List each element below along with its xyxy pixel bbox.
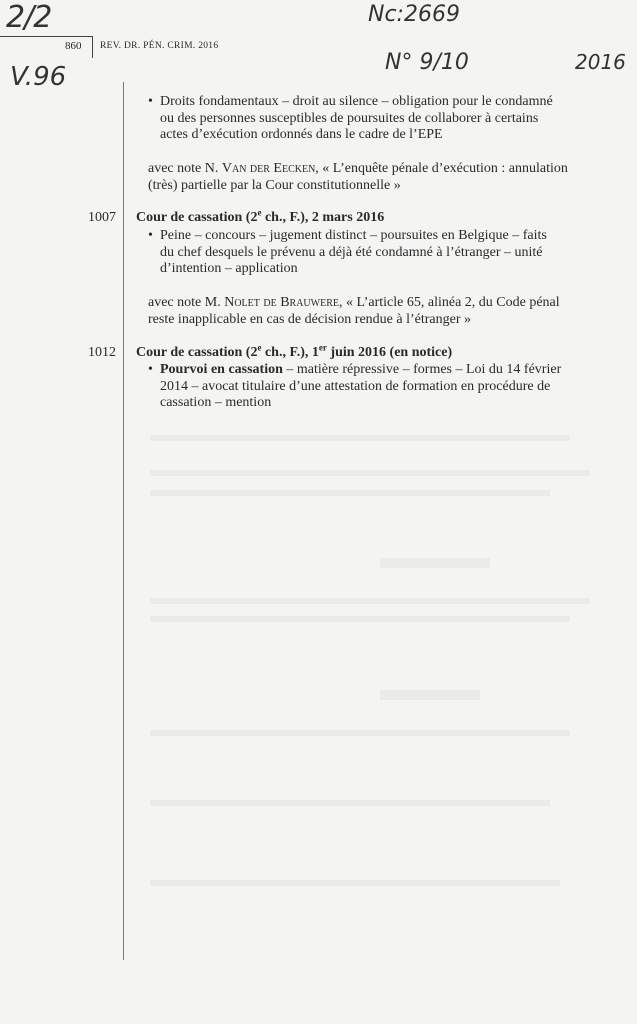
bleed-through bbox=[380, 690, 480, 700]
note-line: reste inapplicable en cas de décision rendue à l’étranger » bbox=[148, 311, 472, 327]
note-line: (très) partielle par la Cour constitutionnelle » bbox=[148, 177, 401, 193]
keyword-rest: – matière répressive – formes – Loi du 14 février bbox=[282, 362, 562, 377]
superscript: er bbox=[318, 342, 327, 353]
keyword-line: 2014 – avocat titulaire d’une attestation de formation en procédure de bbox=[160, 378, 551, 394]
note-prefix: avec note M. bbox=[148, 295, 225, 310]
handwritten-year: 2016 bbox=[575, 50, 626, 74]
first-entry-note bbox=[148, 161, 618, 194]
keyword-line bbox=[160, 362, 620, 379]
bleed-through bbox=[380, 558, 490, 568]
handwritten-issue-number: N° 9/10 bbox=[385, 50, 469, 75]
second-entry-keywords bbox=[160, 228, 620, 278]
court-heading bbox=[136, 207, 385, 226]
superscript: e bbox=[257, 342, 262, 353]
note-line bbox=[148, 295, 618, 312]
bleed-through bbox=[150, 730, 570, 736]
header-rule bbox=[0, 36, 92, 37]
keyword-line: Peine – concours – jugement distinct – poursuites en Belgique – faits bbox=[160, 228, 547, 243]
court-date: ch., F.), 2 mars 2016 bbox=[261, 210, 385, 225]
handwritten-volume: V.96 bbox=[10, 62, 67, 92]
bleed-through bbox=[150, 616, 570, 622]
handwritten-top-left: 2/2 bbox=[6, 0, 52, 35]
note-author: Van der Eecken bbox=[221, 161, 316, 176]
court-name: Cour de cassation (2 bbox=[136, 210, 258, 225]
bullet-glyph: • bbox=[148, 362, 153, 377]
third-entry-keywords bbox=[160, 362, 620, 412]
margin-rule bbox=[123, 82, 124, 960]
keyword-line: cassation – mention bbox=[160, 395, 272, 410]
first-entry-keywords bbox=[160, 94, 620, 144]
court-date: ch., F.), 1 bbox=[261, 345, 319, 360]
note-prefix: avec note N. bbox=[148, 161, 222, 176]
court-name: Cour de cassation (2 bbox=[136, 345, 258, 360]
page-number: 860 bbox=[65, 40, 82, 52]
note-title: , « L’article 65, alinéa 2, du Code pénal bbox=[338, 295, 560, 310]
note-line bbox=[148, 161, 618, 178]
superscript: e bbox=[257, 207, 262, 218]
entry-number: 1012 bbox=[88, 345, 116, 360]
header-divider bbox=[92, 36, 93, 58]
bleed-through bbox=[150, 880, 560, 886]
keyword-bold: Pourvoi en cassation bbox=[160, 362, 283, 377]
court-heading bbox=[136, 342, 453, 361]
running-head: REV. DR. PÉN. CRIM. 2016 bbox=[100, 41, 219, 51]
keyword-line: ou des personnes susceptibles de poursuites de collaborer à certains bbox=[160, 110, 539, 126]
court-date-rest: juin 2016 (en notice) bbox=[326, 345, 453, 360]
keyword-line: Droits fondamentaux – droit au silence – obligation pour le condamné bbox=[160, 94, 553, 109]
bleed-through bbox=[150, 470, 590, 476]
note-author: Nolet de Brauwere bbox=[224, 295, 339, 310]
second-entry-note bbox=[148, 295, 618, 328]
bleed-through bbox=[150, 800, 550, 806]
keyword-line: actes d’exécution ordonnés dans le cadre de l’EPE bbox=[160, 127, 443, 142]
entry-number: 1007 bbox=[88, 210, 116, 225]
handwritten-nc-number: Nc:2669 bbox=[368, 2, 460, 27]
keyword-line: d’intention – application bbox=[160, 261, 298, 276]
bullet-glyph: • bbox=[148, 228, 153, 243]
bleed-through bbox=[150, 490, 550, 496]
bleed-through bbox=[150, 598, 590, 604]
bleed-through bbox=[150, 435, 570, 441]
keyword-line: du chef desquels le prévenu a déjà été condamné à l’étranger – unité bbox=[160, 244, 543, 260]
note-title: , « L’enquête pénale d’exécution : annulation bbox=[315, 161, 568, 176]
bullet-glyph: • bbox=[148, 94, 153, 109]
